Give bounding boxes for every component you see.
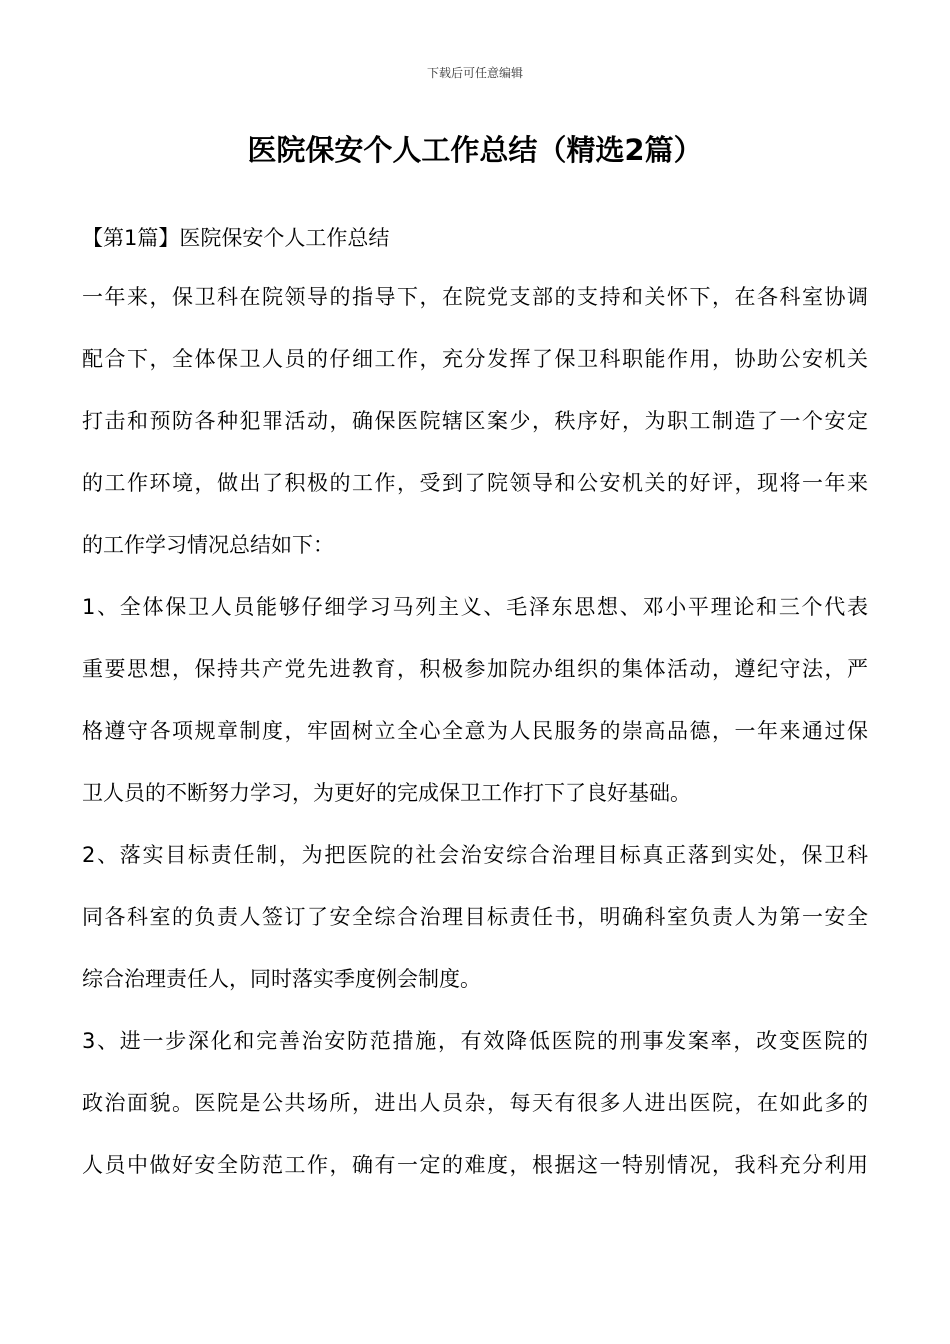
paragraph-line: 人员中做好安全防范工作，确有一定的难度，根据这一特别情况，我科充分利用	[82, 1153, 868, 1177]
paragraph-line: 的工作环境，做出了积极的工作，受到了院领导和公安机关的好评，现将一年来	[82, 471, 868, 495]
section-heading: 【第1篇】医院保安个人工作总结	[82, 226, 390, 250]
document-body	[82, 272, 868, 1202]
paragraph-line: 卫人员的不断努力学习，为更好的完成保卫工作打下了良好基础。	[82, 781, 691, 805]
paragraph-line: 格遵守各项规章制度，牢固树立全心全意为人民服务的崇高品德，一年来通过保	[82, 719, 868, 743]
document-title: 医院保安个人工作总结（精选2篇）	[247, 133, 703, 167]
paragraph-line: 打击和预防各种犯罪活动，确保医院辖区案少，秩序好，为职工制造了一个安定	[82, 409, 868, 433]
paragraph-item-3	[82, 1016, 868, 1202]
paragraph-line: 1、全体保卫人员能够仔细学习马列主义、毛泽东思想、邓小平理论和三个代表	[82, 595, 868, 619]
paragraph-line: 一年来，保卫科在院领导的指导下，在院党支部的支持和关怀下，在各科室协调	[82, 285, 868, 309]
paragraph-line: 的工作学习情况总结如下：	[82, 533, 334, 557]
paragraph-intro	[82, 272, 868, 582]
paragraph-line: 同各科室的负责人签订了安全综合治理目标责任书，明确科室负责人为第一安全	[82, 905, 868, 929]
paragraph-item-2	[82, 830, 868, 1016]
header-note: 下载后可任意编辑	[426, 66, 523, 80]
paragraph-line: 重要思想，保持共产党先进教育，积极参加院办组织的集体活动，遵纪守法，严	[82, 657, 868, 681]
paragraph-line: 综合治理责任人，同时落实季度例会制度。	[82, 967, 481, 991]
paragraph-line: 政治面貌。医院是公共场所，进出人员杂，每天有很多人进出医院，在如此多的	[82, 1091, 868, 1115]
paragraph-line: 2、落实目标责任制，为把医院的社会治安综合治理目标真正落到实处，保卫科	[82, 843, 868, 867]
paragraph-item-1	[82, 582, 868, 830]
paragraph-line: 配合下，全体保卫人员的仔细工作，充分发挥了保卫科职能作用，协助公安机关	[82, 347, 868, 371]
paragraph-line: 3、进一步深化和完善治安防范措施，有效降低医院的刑事发案率，改变医院的	[82, 1029, 868, 1053]
